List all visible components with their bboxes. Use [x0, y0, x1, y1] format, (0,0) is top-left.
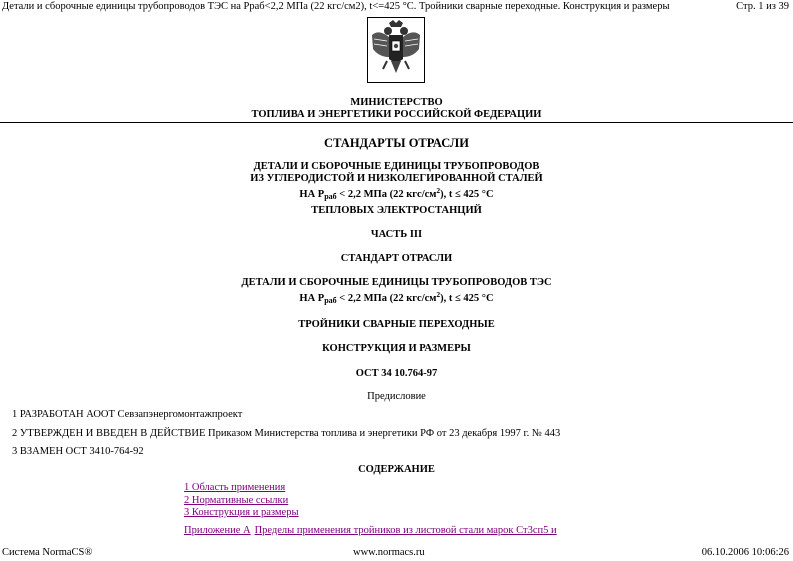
page-counter: Стр. 1 из 39: [736, 1, 789, 12]
footer-website: www.normacs.ru: [353, 547, 425, 558]
footer-system-name: Система NormaCS®: [2, 547, 93, 558]
footer-timestamp: 06.10.2006 10:06:26: [701, 547, 789, 558]
tees-title: ТРОЙНИКИ СВАРНЫЕ ПЕРЕХОДНЫЕ: [298, 319, 495, 330]
pressure-value: < 2,2 МПа (22 кгс/см: [336, 293, 437, 304]
block2-line-1: ДЕТАЛИ И СБОРОЧНЫЕ ЕДИНИЦЫ ТРУБОПРОВОДОВ ТЭС: [241, 277, 552, 288]
table-of-contents: [184, 482, 557, 538]
pressure-superscript: 2: [436, 290, 441, 299]
coat-of-arms-emblem: [367, 17, 425, 83]
toc-link-appendix-a-title[interactable]: Пределы применения тройников из листовой стали марок Ст3сп5 и: [254, 524, 557, 536]
toc-link-construction[interactable]: 3 Конструкция и размеры: [184, 507, 299, 518]
toc-link-normative-references[interactable]: 2 Нормативные ссылки: [184, 494, 289, 506]
toc-link-scope[interactable]: 1 Область применения: [184, 482, 286, 493]
block1-line-1: ДЕТАЛИ И СБОРОЧНЫЕ ЕДИНИЦЫ ТРУБОПРОВОДОВ: [253, 161, 540, 172]
temperature-value: ), t ≤ 425 °С: [440, 293, 494, 304]
block2-pressure-line: [0, 290, 793, 305]
ost-number: ОСТ 34 10.764-97: [355, 368, 438, 379]
document-header-title: Детали и сборочные единицы трубопроводов ТЭС на Рраб<2,2 МПа (22 кгс/см2), t<=425 °С. Тройники сварные переходные. Конструкция и размеры: [2, 1, 670, 12]
pressure-subscript: раб: [324, 296, 337, 305]
standard-title: СТАНДАРТ ОТРАСЛИ: [340, 253, 453, 264]
foreword-heading: Предисловие: [367, 391, 426, 402]
pressure-superscript: 2: [436, 186, 441, 195]
contents-title: СОДЕРЖАНИЕ: [358, 464, 435, 475]
block1-pressure-line: [0, 186, 793, 201]
item-approved: [12, 428, 560, 439]
item-approved-text: Приказом Министерства топлива и энергетики РФ от 23 декабря 1997 г. № 443: [205, 428, 561, 439]
ministry-line-1: МИНИСТЕРСТВО: [350, 97, 443, 108]
item-developed: 1 РАЗРАБОТАН АООТ Севзапэнергомонтажпроект: [12, 409, 243, 420]
pressure-prefix: НА Р: [299, 293, 325, 304]
block1-line-4: ТЕПЛОВЫХ ЭЛЕКТРОСТАНЦИЙ: [311, 205, 482, 216]
item-replaces: 3 ВЗАМЕН ОСТ 3410-764-92: [12, 446, 144, 457]
item-approved-caps: 2 УТВЕРЖДЕН И ВВЕДЕН В ДЕЙСТВИЕ: [12, 428, 206, 439]
construction-title: КОНСТРУКЦИЯ И РАЗМЕРЫ: [322, 343, 471, 354]
standards-title: СТАНДАРТЫ ОТРАСЛИ: [324, 136, 469, 150]
header-divider: [0, 122, 793, 123]
pressure-value: < 2,2 МПа (22 кгс/см: [336, 189, 437, 200]
toc-link-appendix-a[interactable]: Приложение А: [184, 524, 251, 536]
pressure-prefix: НА Р: [299, 189, 325, 200]
block1-line-2: ИЗ УГЛЕРОДИСТОЙ И НИЗКОЛЕГИРОВАННОЙ СТАЛЕЙ: [250, 173, 543, 184]
part-title: ЧАСТЬ III: [370, 229, 423, 240]
pressure-subscript: раб: [324, 192, 337, 201]
ministry-line-2: ТОПЛИВА И ЭНЕРГЕТИКИ РОССИЙСКОЙ ФЕДЕРАЦИИ: [251, 109, 542, 120]
temperature-value: ), t ≤ 425 °С: [440, 189, 494, 200]
